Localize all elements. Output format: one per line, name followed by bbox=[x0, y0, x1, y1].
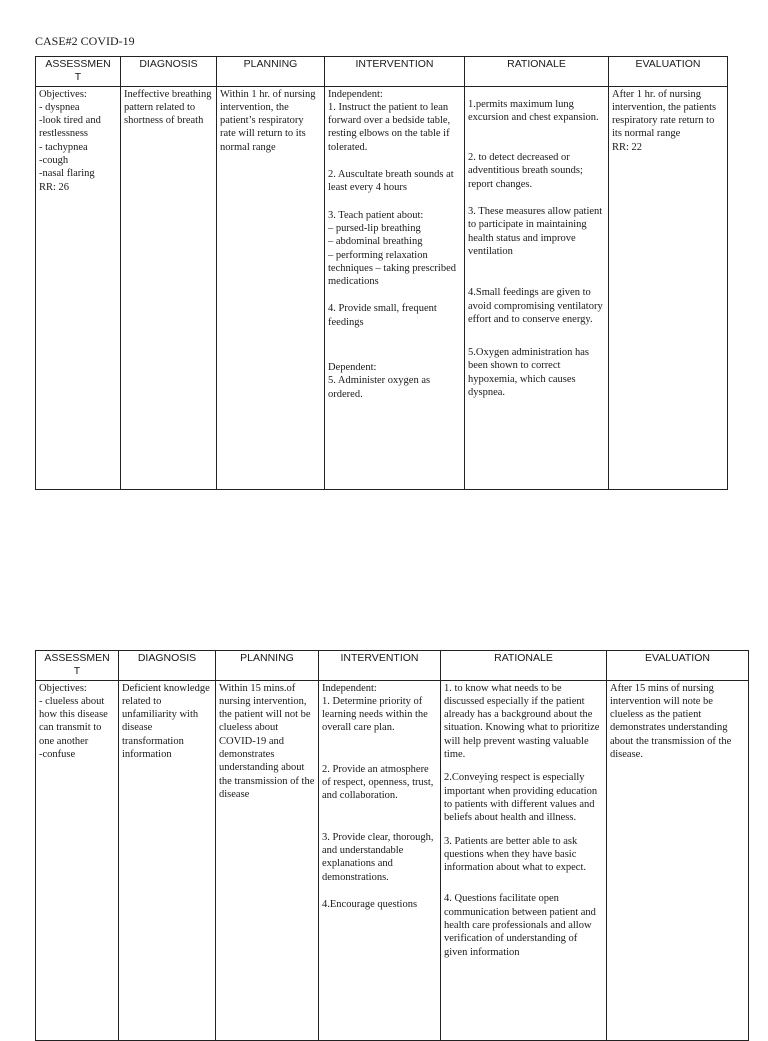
header-intervention: INTERVENTION bbox=[325, 57, 465, 87]
header-rationale: RATIONALE bbox=[441, 651, 607, 681]
intervention-item: 3. Provide clear, thorough, and understandable explanations and demonstrations. bbox=[322, 831, 434, 883]
evaluation-cell: After 1 hr. of nursing intervention, the patients respiratory rate return to its normal range RR: 22 bbox=[609, 86, 728, 489]
intervention-item: 3. Teach patient about: – pursed-lip breathing – abdominal breathing – performing relaxation techniques – taking prescribed medications bbox=[328, 209, 456, 288]
header-diagnosis: DIAGNOSIS bbox=[119, 651, 216, 681]
diagnosis-cell: Ineffective breathing pattern related to shortness of breath bbox=[121, 86, 217, 489]
intervention-item: 4. Provide small, frequent feedings bbox=[328, 303, 437, 328]
table-header-row bbox=[36, 57, 728, 87]
header-planning: PLANNING bbox=[216, 651, 319, 681]
intervention-item: 4.Encourage questions bbox=[322, 898, 418, 910]
intervention-cell bbox=[319, 680, 441, 1040]
table-header-row bbox=[36, 651, 749, 681]
header-assessment: ASSESSMEN T bbox=[36, 651, 119, 681]
intervention-item: 2. Auscultate breath sounds at least every 4 hours bbox=[328, 169, 454, 194]
intervention-item: Dependent: 5. Administer oxygen as ordered. bbox=[328, 362, 431, 400]
planning-cell: Within 1 hr. of nursing intervention, the patient’s respiratory rate will return to its normal range bbox=[217, 86, 325, 489]
rationale-item: 5.Oxygen administration has been shown to correct hypoxemia, which causes dyspnea. bbox=[468, 347, 590, 399]
rationale-item: 4.Small feedings are given to avoid compromising ventilatory effort and to conserve energy. bbox=[468, 287, 603, 325]
intervention-item: 2. Provide an atmosphere of respect, openness, trust, and collaboration. bbox=[322, 763, 434, 802]
rationale-item: 2.Conveying respect is especially important when providing education to patients with different values and beliefs about health and illness. bbox=[444, 772, 598, 824]
intervention-item: Independent: 1. Instruct the patient to lean forward over a bedside table, resting elbows on the table if tolerated. bbox=[328, 88, 451, 153]
rationale-item: 2. to detect decreased or adventitious breath sounds; report changes. bbox=[468, 152, 583, 190]
evaluation-cell: After 15 mins of nursing intervention will note be clueless as the patient demonstrates understanding about the transmission of the disease. bbox=[607, 680, 749, 1040]
rationale-item: 1. to know what needs to be discussed especially if the patient already has a background about the situation. Knowing what to prioritize will help prevent wasting valuable time. bbox=[444, 682, 600, 761]
header-planning: PLANNING bbox=[217, 57, 325, 87]
rationale-cell bbox=[441, 680, 607, 1040]
header-assessment: ASSESSMEN T bbox=[36, 57, 121, 87]
header-intervention: INTERVENTION bbox=[319, 651, 441, 681]
intervention-item: Independent: 1. Determine priority of learning needs within the overall care plan. bbox=[322, 682, 428, 734]
intervention-cell bbox=[325, 86, 465, 489]
header-evaluation: EVALUATION bbox=[607, 651, 749, 681]
table-row bbox=[36, 86, 728, 489]
care-plan-table-1 bbox=[35, 56, 728, 490]
diagnosis-cell: Deficient knowledge related to unfamiliarity with disease transformation information bbox=[119, 680, 216, 1040]
rationale-item: 3. These measures allow patient to participate in maintaining health status and improve ventilation bbox=[468, 206, 603, 257]
assessment-cell: Objectives: - clueless about how this disease can transmit to one another -confuse bbox=[36, 680, 119, 1040]
care-plan-table-2 bbox=[35, 650, 749, 1041]
rationale-item: 4. Questions facilitate open communication between patient and health care professionals and allow verification of understanding of given information bbox=[444, 893, 596, 958]
header-evaluation: EVALUATION bbox=[609, 57, 728, 87]
rationale-item: 3. Patients are better able to ask questions when they have basic information about what to expect. bbox=[444, 835, 587, 874]
header-diagnosis: DIAGNOSIS bbox=[121, 57, 217, 87]
planning-cell: Within 15 mins.of nursing intervention, the patient will not be clueless about COVID-19 and demonstrates understanding about the transmission of the disease bbox=[216, 680, 319, 1040]
header-rationale: RATIONALE bbox=[465, 57, 609, 87]
rationale-item: 1.permits maximum lung excursion and chest expansion. bbox=[468, 98, 599, 123]
table-row bbox=[36, 680, 749, 1040]
rationale-cell bbox=[465, 86, 609, 489]
case-title: CASE#2 COVID-19 bbox=[35, 34, 135, 48]
assessment-cell: Objectives: - dyspnea -look tired and restlessness - tachypnea -cough -nasal flaring RR: 26 bbox=[36, 86, 121, 489]
